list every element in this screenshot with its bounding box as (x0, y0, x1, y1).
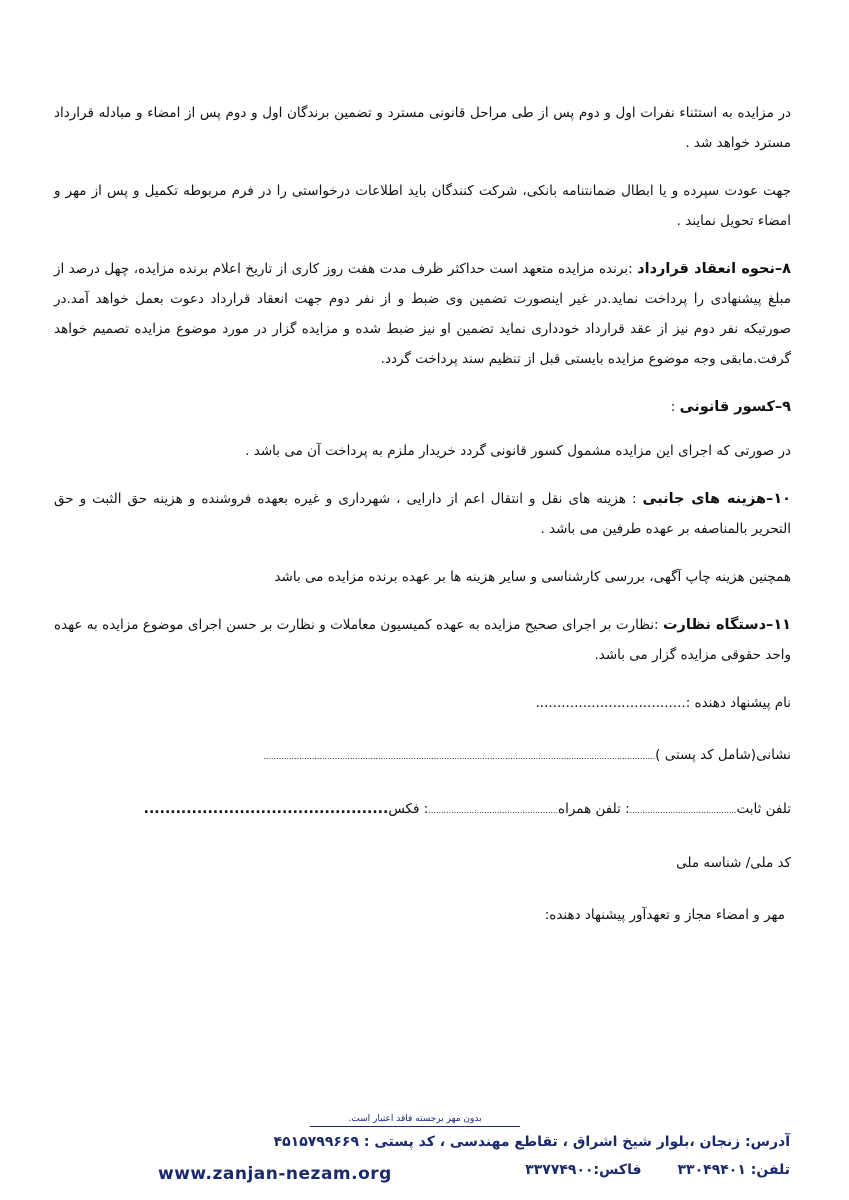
fax-label: : فکس (388, 801, 429, 817)
section-body: :نظارت بر اجرای صحیح مزایده به عهده کمیسیون معاملات و نظارت بر حسن اجرای موضوع مزایده به عهده واحد حقوقی مزایده گزار می باشد. (54, 617, 791, 663)
bidder-name-field[interactable] (54, 688, 791, 718)
national-id-field[interactable] (54, 848, 791, 878)
document-body (54, 98, 791, 952)
bidder-name-blank[interactable]: ................................... (535, 695, 686, 711)
national-id-label: کد ملی/ شناسه ملی (676, 855, 791, 871)
section-legal-deductions-heading (54, 392, 791, 422)
paragraph-guarantee-cancellation (54, 176, 791, 236)
signature-label: مهر و امضاء مجاز و تعهدآور پیشنهاد دهنده: (544, 907, 785, 923)
mobile-label: : تلفن همراه (558, 801, 630, 817)
section-heading: ۱۱–دستگاه نظارت (662, 617, 792, 633)
paragraph-text: همچنین هزینه چاپ آگهی، بررسی کارشناسی و سایر هزینه ها بر عهده برنده مزایده می باشد (274, 569, 791, 585)
address-field[interactable] (54, 740, 791, 772)
contact-fields (54, 794, 791, 826)
phone-blank[interactable]: .......................................... (629, 806, 737, 815)
paragraph-refund-deposit (54, 98, 791, 158)
footer-phone: تلفن: ۳۳۰۴۹۴۰۱ (677, 1162, 790, 1178)
bidder-name-label: نام پیشنهاد دهنده : (685, 695, 791, 711)
footer-fax: فاکس:۳۳۷۷۴۹۰۰ (525, 1162, 642, 1178)
section-legal-deductions-body (54, 436, 791, 466)
section-body: :برنده مزایده متعهد است حداکثر ظرف مدت هفت روز کاری از تاریخ اعلام برنده مزایده، چهل درصد از مبلغ پیشنهادی را پرداخت نماید.در غیر اینصورت تضمین وی ضبط و از نفر دوم جهت انعقاد قرارداد دعوت بعمل خواهد آمد.در صورتیکه نفر دوم نیز از عقد قرارداد خودداری نماید تضمین او نیز ضبط شده و مزایده گزار در مورد موضوع مزایده تصمیم خواهد گرفت.مابقی وجه موضوع مزایده بایستی قبل از تنظیم سند پرداخت گردد. (54, 261, 791, 367)
section-heading: ۱۰–هزینه های جانبی (642, 491, 792, 507)
address-label: نشانی(شامل کد پستی ) (655, 747, 791, 763)
section-body: در صورتی که اجرای این مزایده مشمول کسور قانونی گردد خریدار ملزم به پرداخت آن می باشد . (245, 443, 791, 459)
footer-address: آدرس: زنجان ،بلوار شیخ اشراق ، تقاطع مهندسی ، کد پستی : ۴۵۱۵۷۹۹۶۶۹ (273, 1134, 790, 1150)
heading-colon: : (670, 399, 680, 415)
footer-contact (525, 1162, 790, 1178)
section-body: : هزینه های نقل و انتقال اعم از دارایی ، شهرداری و غیره بعهده فروشنده و هزینه حق الثبت و حق التحریر بالمناصفه بر عهده طرفین می باشد . (54, 491, 791, 537)
section-contract-conclusion (54, 254, 791, 374)
paragraph-text: جهت عودت سپرده و یا ابطال ضمانتنامه بانکی، شرکت کنندگان باید اطلاعات درخواستی را در فرم مربوطه تکمیل و پس از مهر و امضاء تحویل نمایند . (54, 183, 791, 229)
paragraph-text: در مزایده به استثناء نفرات اول و دوم پس از طی مراحل قانونی مسترد و تضمین برندگان اول و دوم پس از امضاء و مبادله قرارداد مسترد خواهد شد . (54, 105, 791, 151)
section-heading: ۹–کسور قانونی (679, 399, 791, 415)
paragraph-additional-costs (54, 562, 791, 592)
footer-validity-note: بدون مهر برجسته فاقد اعتبار است. (310, 1114, 520, 1127)
signature-field[interactable] (54, 900, 785, 930)
mobile-blank[interactable]: ................................................... (428, 806, 558, 815)
footer-website-link[interactable]: www.zanjan-nezam.org (158, 1164, 392, 1184)
section-side-costs (54, 484, 791, 544)
phone-label: تلفن ثابت (736, 801, 791, 817)
section-heading: ۸–نحوه انعقاد قرارداد (637, 261, 792, 277)
fax-blank[interactable]: .............................................. (143, 801, 389, 817)
section-supervision (54, 610, 791, 670)
address-blank[interactable]: .......................................................................................................................................................... (263, 752, 656, 761)
